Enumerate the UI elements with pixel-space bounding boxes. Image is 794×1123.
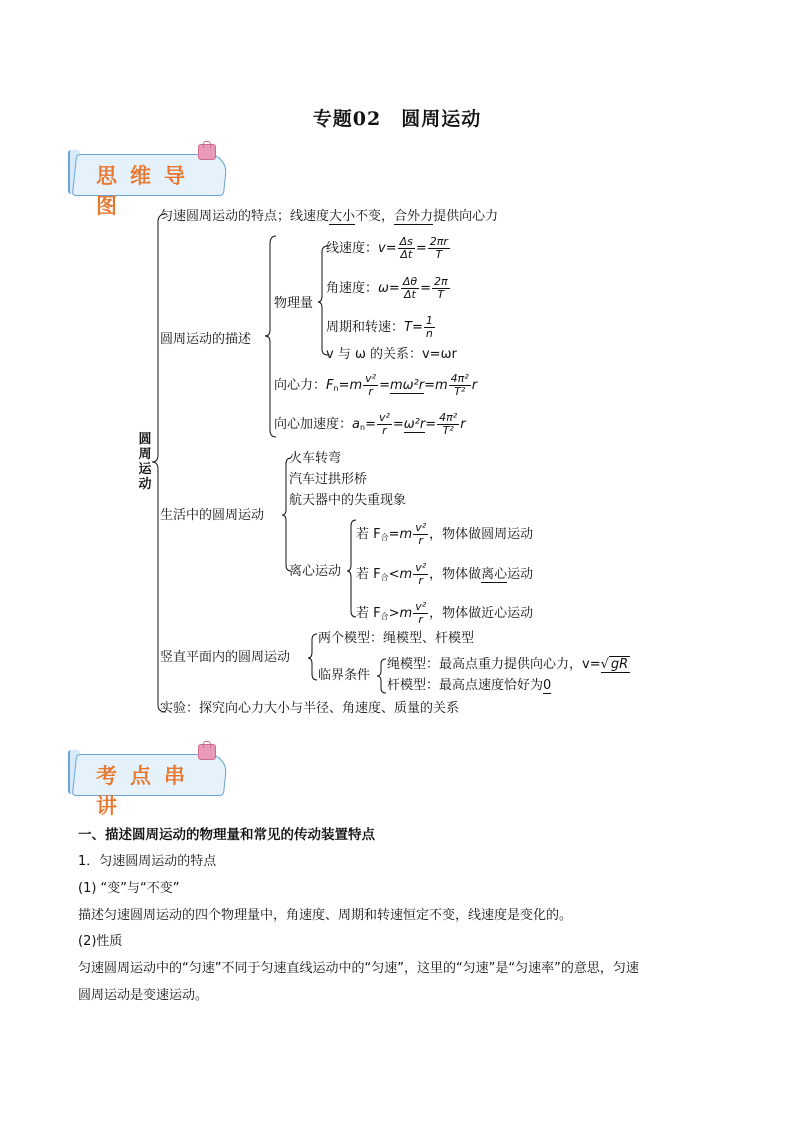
case-equal: 若 $F_合=m$ $\frac{\text{v²}}{r}$ ，物体做圆周运动: [356, 521, 534, 547]
life-item: 汽车过拱形桥: [289, 472, 368, 487]
page-title: 专题02 圆周运动: [312, 108, 482, 130]
linear-velocity-node: 线速度：v= $\frac{\Delta s}{\Delta t}$ = $\frac{2\pi r}{T}$: [326, 235, 448, 261]
rope-node: 绳模型：最高点重力提供向心力，v=√ gR: [387, 657, 629, 672]
centrifugal-node: 离心运动: [289, 564, 342, 579]
experiment-node: 实验：探究向心力大小与半径、角速度、质量的关系: [160, 701, 460, 716]
describe-node: 圆周运动的描述: [160, 332, 252, 347]
paragraph: 描述匀速圆周运动的四个物理量中，角速度、周期和转速恒定不变，线速度是变化的。: [78, 908, 573, 923]
centripetal-force-node: 向心力：$F_n=m$ $\frac{\text{v²}}{r}$ =mω²r=m $\frac{\text{4π²}}{\text{T²}}$ r: [274, 372, 478, 398]
physq-node: 物理量: [274, 296, 314, 311]
rod-node: 杆模型：最高点速度恰好为0: [387, 678, 552, 693]
paragraph: 1．匀速圆周运动的特点: [78, 854, 217, 869]
life-item: 火车转弯: [289, 451, 342, 466]
section-heading: 一、描述圆周运动的物理量和常见的传动装置特点: [78, 827, 375, 843]
root-node: 圆周运动: [138, 432, 152, 492]
case-less: 若 $F_合<m$ $\frac{\text{v²}}{r}$ ，物体做离心运动: [356, 561, 534, 587]
critical-node: 临界条件: [318, 668, 371, 683]
keypoints-banner: 考点串讲: [68, 748, 228, 798]
life-item: 航天器中的失重现象: [289, 493, 407, 508]
angular-velocity-node: 角速度：ω= $\frac{\Delta\theta}{\Delta t}$ = $\frac{2\pi}{T}$: [326, 275, 448, 301]
paragraph: 匀速圆周运动中的“匀速”不同于匀速直线运动中的“匀速”，这里的“匀速”是“匀速率”的意思，匀速: [78, 961, 639, 976]
paragraph: (1) “变”与“不变”: [78, 881, 180, 896]
clip-icon: [198, 744, 216, 760]
paragraph: (2)性质: [78, 934, 123, 949]
centripetal-acc-node: 向心加速度：$a_n=$ $\frac{\text{v²}}{r}$ =ω²r= $\frac{\text{4π²}}{\text{T²}}$ r: [274, 411, 466, 437]
two-models-node: 两个模型：绳模型、杆模型: [318, 631, 475, 646]
uniform-motion-node: 匀速圆周运动的特点；线速度大小不变，合外力提供向心力: [160, 209, 499, 224]
paragraph: 圆周运动是变速运动。: [78, 988, 209, 1003]
case-greater: 若 $F_合>m$ $\frac{\text{v²}}{r}$ ，物体做近心运动: [356, 600, 534, 626]
vertical-node: 竖直平面内的圆周运动: [160, 650, 291, 665]
relation-node: v 与 ω 的关系：v=ωr: [326, 347, 457, 362]
life-node: 生活中的圆周运动: [160, 508, 265, 523]
period-node: 周期和转速：T= $\frac{1}{n}$: [326, 314, 433, 340]
mindmap-banner: 思维导图: [68, 148, 228, 198]
